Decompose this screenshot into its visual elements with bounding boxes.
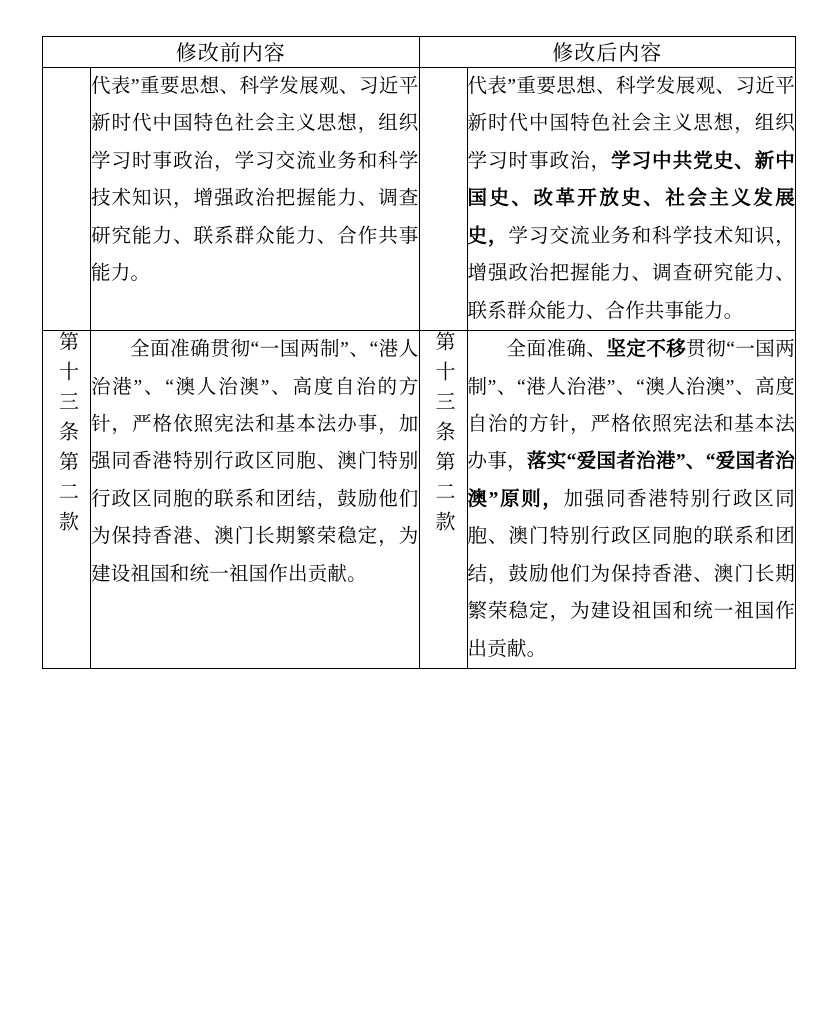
cell-content-after — [467, 331, 796, 669]
row-label-after — [419, 331, 467, 669]
paragraph — [468, 68, 796, 330]
header-before: 修改前内容 — [43, 37, 420, 68]
paragraph — [468, 331, 796, 668]
body-text: 贯彻“一国两制”、“港人治港”、“澳人治澳”、高度自治的方针，严格依照宪法和基本法办事， — [467, 339, 795, 473]
table-header-row — [43, 37, 796, 68]
paragraph — [91, 331, 419, 593]
paragraph — [91, 68, 419, 293]
amended-text: 落实“爱国者治港”、“爱国者治澳”原则， — [467, 451, 795, 510]
cell-content-before — [91, 68, 420, 331]
body-text: 代表”重要思想、科学发展观、习近平新时代中国特色社会主义思想，组织学习时事政治， — [467, 76, 795, 172]
table-body — [43, 68, 796, 669]
table-row — [43, 331, 796, 669]
header-after: 修改后内容 — [419, 37, 796, 68]
row-label-text: 第十三条第二款 — [432, 331, 454, 542]
body-text: 代表”重要思想、科学发展观、习近平新时代中国特色社会主义思想，组织学习时事政治，学习交流业务和科学技术知识，增强政治把握能力、调查研究能力、联系群众能力、合作共事能力。 — [91, 76, 419, 285]
row-label-after — [419, 68, 467, 331]
amendment-comparison-table — [42, 36, 796, 669]
row-label-text: 第十三条第二款 — [55, 331, 78, 542]
amended-text: 学习中共党史、新中国史、改革开放史、社会主义发展史， — [467, 150, 795, 247]
row-label-before — [43, 331, 91, 669]
cell-content-after — [467, 68, 796, 331]
body-text: 全面准确、 — [506, 339, 607, 361]
body-text: 加强同香港特别行政区同胞、澳门特别行政区同胞的联系和团结，鼓励他们为保持香港、澳门长期繁荣稳定，为建设祖国和统一祖国作出贡献。 — [467, 488, 795, 660]
amended-text: 坚定不移 — [606, 339, 687, 361]
body-text: 学习交流业务和科学技术知识，增强政治把握能力、调查研究能力、联系群众能力、合作共事能力。 — [467, 225, 795, 322]
row-label-before — [43, 68, 91, 331]
cell-content-before — [91, 331, 420, 669]
body-text: 全面准确贯彻“一国两制”、“港人治港”、“澳人治澳”、高度自治的方针，严格依照宪法和基本法办事，加强同香港特别行政区同胞、澳门特别行政区同胞的联系和团结，鼓励他们为保持香港、澳门长期繁荣稳定，为建设祖国和统一祖国作出贡献。 — [91, 339, 419, 585]
table-row — [43, 68, 796, 331]
